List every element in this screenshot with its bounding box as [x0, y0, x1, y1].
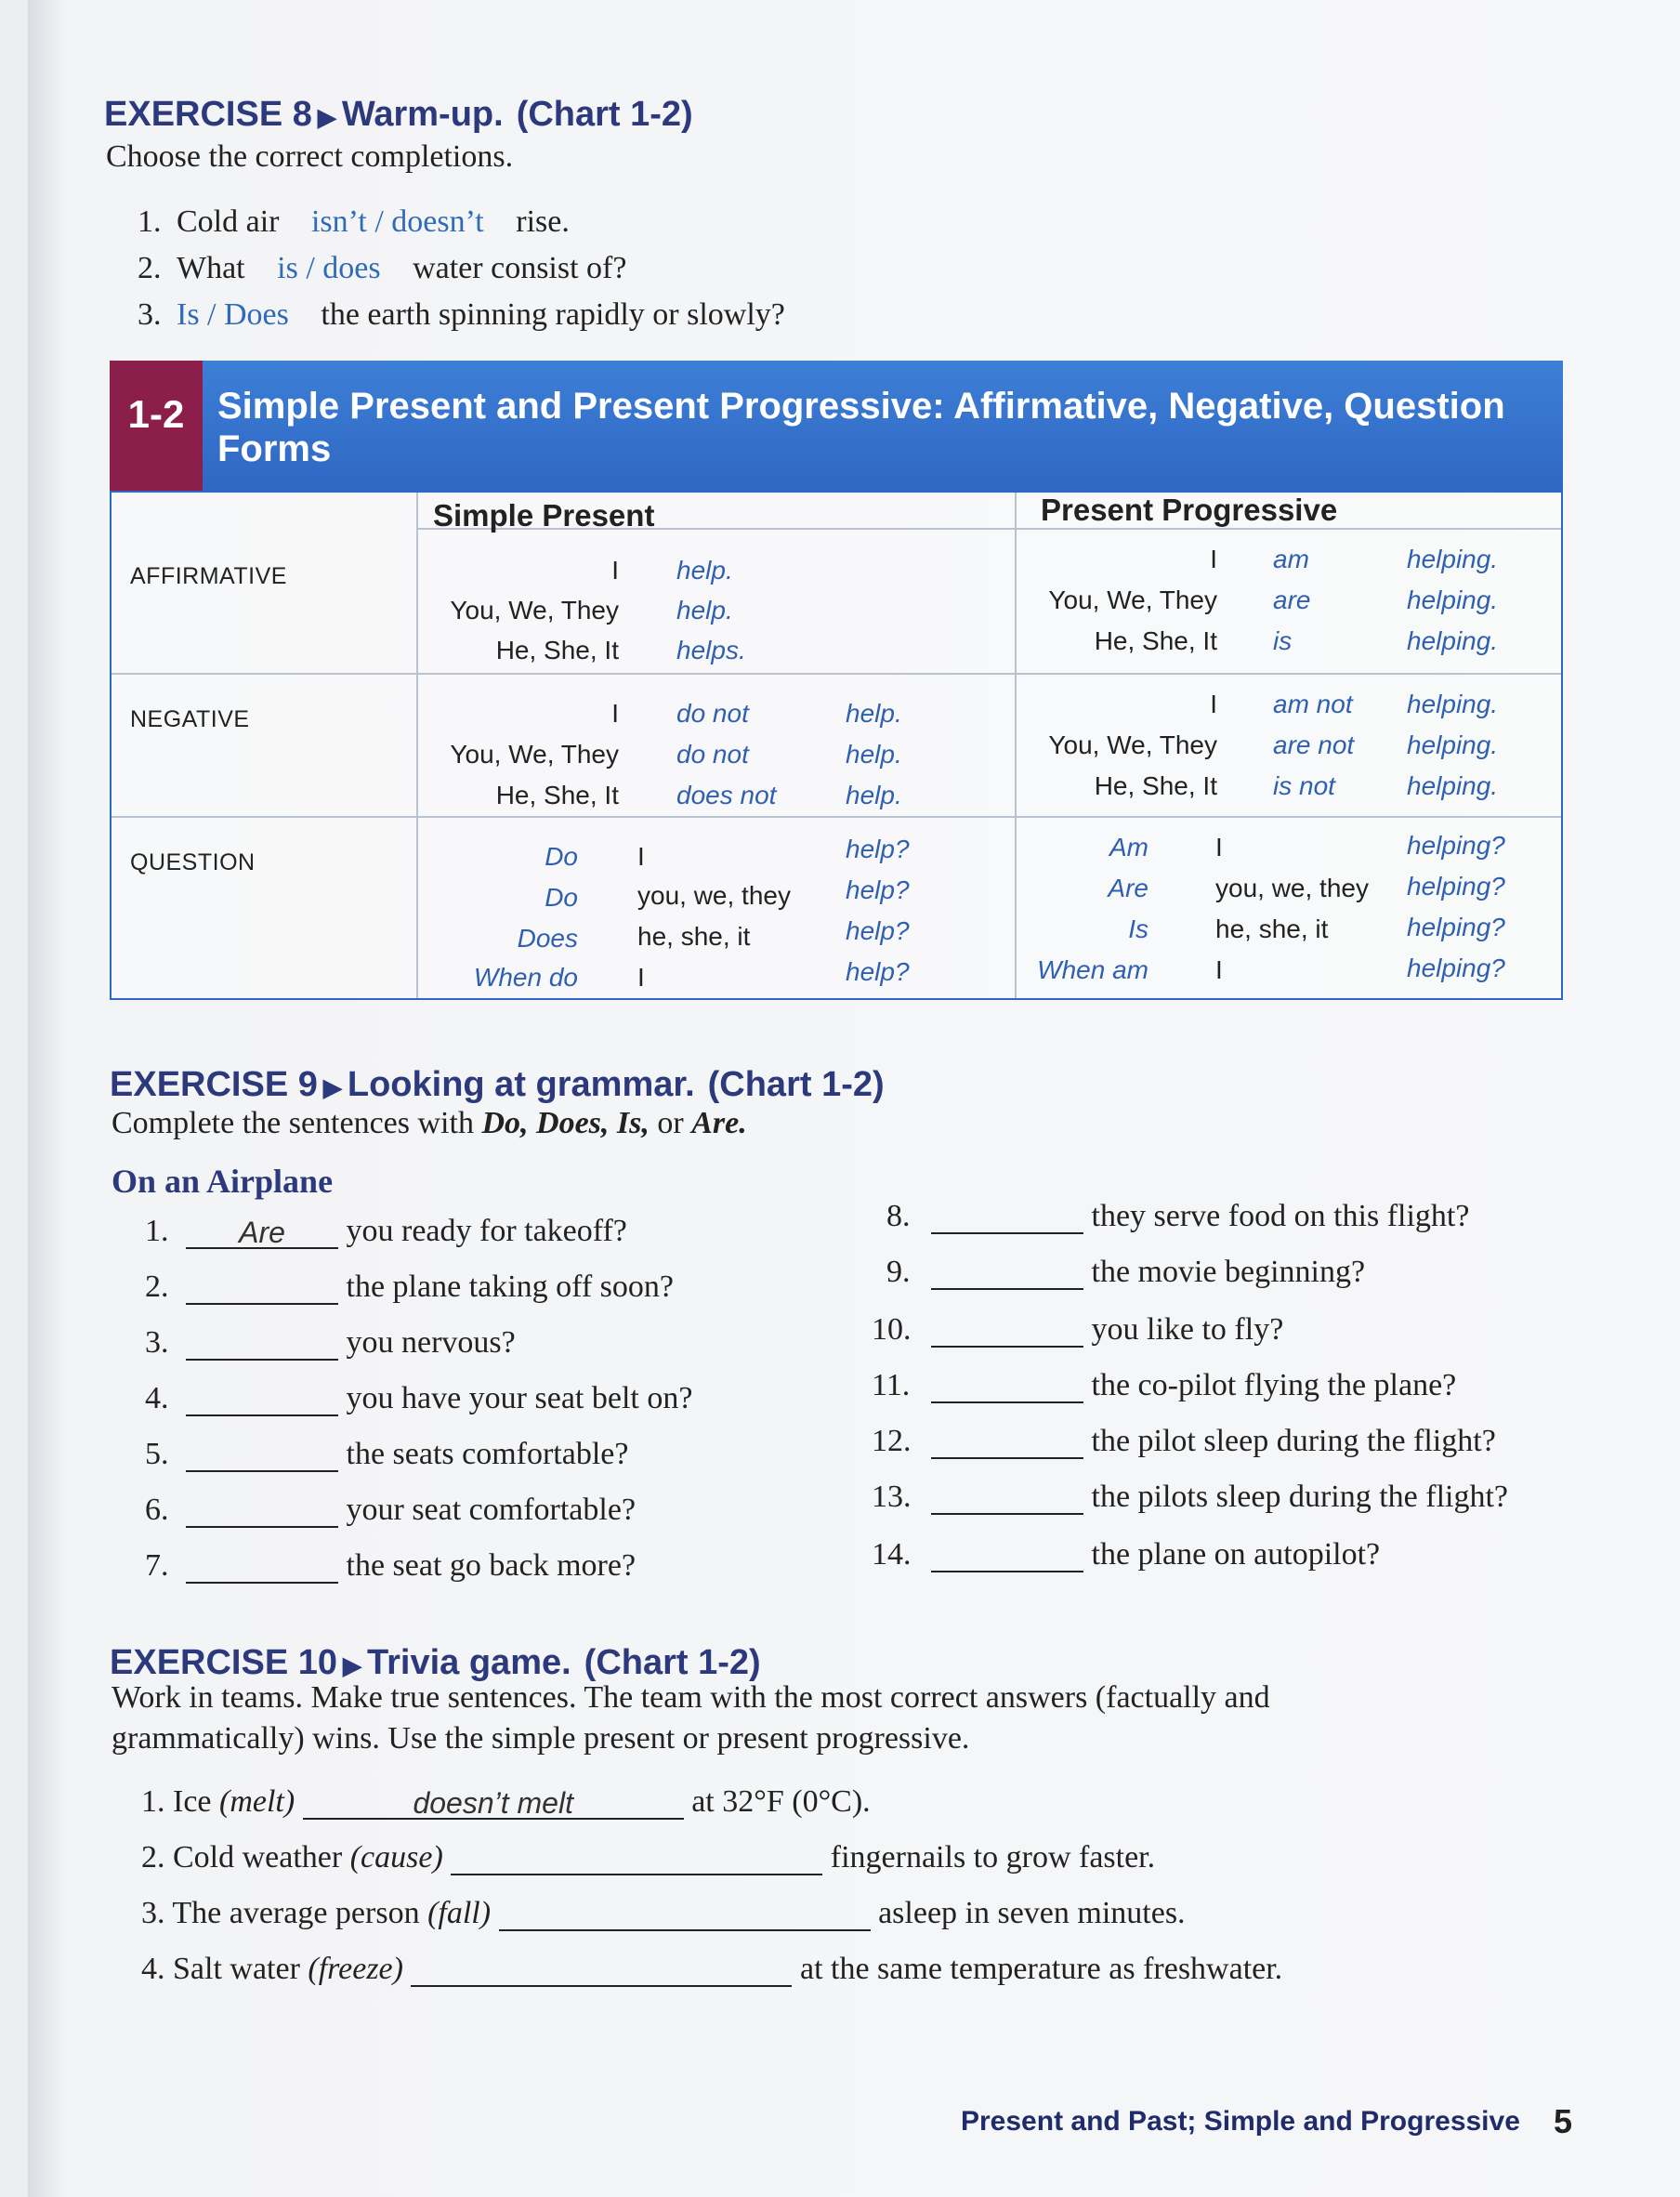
item-text: at 32°F (0°C).: [691, 1784, 871, 1819]
ex9-item: [886, 1199, 1469, 1234]
verb-form: helping.: [1407, 585, 1499, 614]
auxiliary: Are: [1108, 874, 1148, 902]
auxiliary: do not: [676, 740, 749, 769]
item-text: What: [177, 251, 245, 285]
ex9-item: [872, 1368, 1456, 1403]
item-text: the plane taking off soon?: [346, 1270, 675, 1304]
answer-blank[interactable]: [186, 1494, 338, 1528]
instruction-text: Complete the sentences with: [112, 1106, 474, 1140]
answer-options[interactable]: isn’t / doesn’t: [310, 204, 484, 239]
verb-form: helping.: [1407, 690, 1499, 718]
handwritten-answer: doesn’t melt: [413, 1786, 573, 1820]
item-text: the pilots sleep during the flight?: [1091, 1480, 1509, 1514]
ex9-item: [145, 1548, 636, 1584]
auxiliary: is: [1273, 626, 1293, 655]
answer-blank[interactable]: [411, 1954, 792, 1987]
subject: He, She, It: [1094, 771, 1217, 800]
item-text: the plane on autopilot?: [1091, 1537, 1381, 1572]
exercise-title: Looking at grammar.: [347, 1065, 695, 1104]
subject: You, We, They: [450, 740, 619, 769]
item-text: Ice: [173, 1784, 212, 1819]
subject: I: [1215, 955, 1223, 984]
instruction-text: or: [657, 1106, 684, 1140]
answer-blank[interactable]: [186, 1439, 338, 1472]
item-text: at the same temperature as freshwater.: [799, 1952, 1283, 1986]
ex9-item: [872, 1312, 1283, 1348]
ex9-item: [145, 1270, 674, 1305]
verb-form: helps.: [676, 636, 746, 664]
verb-form: helping.: [1407, 545, 1499, 573]
item-text: they serve food on this flight?: [1091, 1199, 1470, 1233]
auxiliary: do not: [676, 699, 749, 728]
exercise-title: Trivia game.: [367, 1643, 571, 1682]
answer-options[interactable]: is / does: [277, 251, 381, 285]
auxiliary: Am: [1109, 833, 1148, 862]
auxiliary: am: [1273, 545, 1309, 573]
answer-blank[interactable]: [303, 1786, 684, 1820]
ex9-item: [145, 1381, 692, 1416]
subject: I: [611, 556, 619, 585]
ex9-item: [145, 1493, 636, 1528]
item-number: 4.: [141, 1952, 165, 1986]
ex8-item-1: [138, 204, 570, 240]
item-text: the co-pilot flying the plane?: [1091, 1368, 1457, 1402]
item-text: asleep in seven minutes.: [878, 1896, 1186, 1930]
subject: He, She, It: [495, 781, 619, 809]
item-number: 2.: [138, 251, 162, 285]
handwritten-answer: Are: [239, 1216, 285, 1249]
item-number: 1.: [141, 1784, 165, 1819]
ex9-item: [145, 1437, 628, 1472]
auxiliary: Do: [545, 842, 578, 871]
item-number: 7.: [145, 1548, 169, 1583]
exercise-8-instruction: Choose the correct completions.: [106, 139, 514, 174]
item-number: 2.: [141, 1840, 165, 1875]
item-number: 12.: [872, 1424, 912, 1458]
answer-blank[interactable]: [931, 1314, 1083, 1348]
exercise-number: EXERCISE 8: [104, 95, 312, 134]
item-text: you have your seat belt on?: [346, 1381, 693, 1415]
item-text: Salt water: [173, 1952, 300, 1986]
item-text: your seat comfortable?: [346, 1493, 637, 1527]
answer-blank[interactable]: [186, 1327, 338, 1361]
verb-form: help?: [846, 835, 910, 863]
row-divider: [112, 816, 1561, 818]
answer-blank[interactable]: [931, 1426, 1083, 1459]
column-divider: [1015, 493, 1017, 998]
subject: he, she, it: [1215, 914, 1329, 943]
triangle-arrow-icon: ▶: [317, 103, 336, 131]
verb-hint: (cause): [349, 1840, 443, 1875]
verb-hint: (melt): [219, 1784, 295, 1819]
item-number: 10.: [872, 1312, 912, 1347]
verb-form: help.: [846, 740, 902, 769]
ex9-item: [872, 1537, 1380, 1572]
subject: You, We, They: [1048, 585, 1217, 614]
item-text: Cold air: [177, 204, 280, 239]
item-text: you like to fly?: [1091, 1312, 1284, 1347]
item-number: 4.: [145, 1381, 169, 1415]
verb-form: help?: [846, 916, 910, 945]
answer-blank[interactable]: [931, 1256, 1083, 1290]
auxiliary: am not: [1273, 690, 1353, 718]
ex9-item: [145, 1214, 627, 1249]
answer-blank[interactable]: [931, 1481, 1083, 1515]
answer-blank[interactable]: [499, 1898, 871, 1931]
verb-hint: (fall): [427, 1896, 492, 1930]
answer-blank[interactable]: [186, 1271, 338, 1305]
ex9-item: [145, 1325, 516, 1361]
auxiliary: is not: [1273, 771, 1335, 800]
subject: He, She, It: [495, 636, 619, 664]
ex10-item: [141, 1840, 1155, 1875]
exercise-10-instruction-line-2: grammatically) wins. Use the simple present or present progressive.: [112, 1721, 970, 1756]
auxiliary: are not: [1273, 730, 1355, 759]
answer-blank[interactable]: [931, 1370, 1083, 1403]
item-text: fingernails to grow faster.: [830, 1840, 1156, 1875]
item-text: the earth spinning rapidly or slowly?: [321, 297, 785, 332]
verb-form: helping.: [1407, 626, 1499, 655]
exercise-number: EXERCISE 9: [110, 1065, 318, 1104]
ex9-item: [886, 1255, 1365, 1290]
verb-form: helping?: [1407, 872, 1505, 901]
item-number: 3.: [141, 1896, 165, 1930]
item-number: 3.: [138, 297, 162, 332]
item-text: The average person: [172, 1896, 420, 1930]
triangle-arrow-icon: ▶: [343, 1651, 361, 1679]
item-text: the movie beginning?: [1091, 1255, 1366, 1289]
subject: he, she, it: [637, 922, 751, 951]
subject: I: [1215, 833, 1223, 862]
instruction-keyword: Are.: [691, 1106, 747, 1140]
chart-reference: (Chart 1-2): [516, 95, 693, 134]
exercise-10-instruction-line-1: Work in teams. Make true sentences. The team with the most correct answers (factually and: [112, 1680, 1270, 1715]
ex8-item-3: [138, 297, 785, 333]
item-number: 14.: [872, 1537, 912, 1572]
item-number: 9.: [886, 1255, 911, 1289]
subject: He, She, It: [1094, 626, 1217, 655]
verb-form: helping.: [1407, 730, 1499, 759]
chart-title: Simple Present and Present Progressive: Affirmative, Negative, Question Forms: [217, 386, 1505, 469]
chart-header: [110, 361, 1563, 491]
exercise-number: EXERCISE 10: [110, 1643, 337, 1682]
subject: you, we, they: [1215, 874, 1369, 902]
section-subheading: On an Airplane: [112, 1163, 334, 1200]
instruction-keywords: Do, Does, Is,: [481, 1106, 650, 1140]
running-footer: Present and Past; Simple and Progressive: [961, 2106, 1520, 2137]
item-number: 1.: [145, 1214, 169, 1248]
auxiliary: does not: [676, 781, 777, 809]
item-number: 5.: [145, 1437, 169, 1471]
verb-form: helping.: [1407, 771, 1499, 800]
auxiliary: are: [1273, 585, 1311, 614]
answer-blank[interactable]: [451, 1842, 822, 1875]
row-label-affirmative: AFFIRMATIVE: [130, 563, 287, 589]
subject: I: [637, 842, 645, 871]
verb-form: helping?: [1407, 954, 1505, 982]
exercise-10-heading: [110, 1643, 761, 1683]
answer-blank[interactable]: [186, 1383, 338, 1416]
item-number: 3.: [145, 1325, 169, 1360]
subject: I: [637, 963, 645, 992]
item-text: water consist of?: [413, 251, 627, 285]
item-text: you nervous?: [346, 1325, 516, 1360]
verb-form: help?: [846, 875, 910, 904]
subject: You, We, They: [1048, 730, 1217, 759]
ex9-item: [872, 1480, 1508, 1515]
item-text: the pilot sleep during the flight?: [1091, 1424, 1496, 1458]
answer-options[interactable]: Is / Does: [177, 297, 289, 332]
triangle-arrow-icon: ▶: [322, 1073, 342, 1101]
verb-form: help.: [676, 556, 733, 585]
item-number: 11.: [872, 1368, 911, 1402]
verb-form: helping?: [1407, 831, 1505, 860]
ex10-item: [141, 1952, 1282, 1987]
subject: you, we, they: [637, 881, 791, 910]
exercise-title: Warm-up.: [341, 95, 504, 134]
item-number: 2.: [145, 1270, 169, 1304]
subject: I: [611, 699, 619, 728]
auxiliary: Do: [545, 883, 578, 912]
row-label-negative: NEGATIVE: [130, 706, 250, 732]
auxiliary: When am: [1037, 955, 1148, 984]
item-text: the seats comfortable?: [346, 1437, 629, 1471]
item-number: 6.: [145, 1493, 169, 1527]
item-text: the seat go back more?: [346, 1548, 637, 1583]
ex10-item: [141, 1896, 1186, 1931]
verb-form: helping?: [1407, 913, 1505, 941]
row-divider: [112, 673, 1561, 675]
ex8-item-2: [138, 251, 626, 286]
item-text: rise.: [516, 204, 570, 239]
chart-reference: (Chart 1-2): [707, 1065, 885, 1104]
item-text: you ready for takeoff?: [346, 1214, 627, 1248]
page-number: 5: [1554, 2102, 1573, 2140]
subject: I: [1210, 545, 1217, 573]
answer-blank[interactable]: [186, 1550, 338, 1584]
chart-reference: (Chart 1-2): [584, 1643, 761, 1682]
subject: I: [1210, 690, 1217, 718]
answer-blank[interactable]: [931, 1539, 1083, 1572]
verb-form: help.: [846, 699, 902, 728]
item-number: 13.: [872, 1480, 912, 1514]
answer-blank[interactable]: [931, 1201, 1083, 1234]
chart-number: 1-2: [110, 361, 203, 491]
item-number: 8.: [886, 1199, 911, 1233]
column-header-simple-present: Simple Present: [433, 498, 655, 533]
exercise-8-heading: [104, 95, 693, 135]
exercise-9-heading: [110, 1065, 885, 1105]
auxiliary: When do: [473, 963, 578, 992]
auxiliary: Does: [517, 924, 578, 953]
row-label-question: QUESTION: [130, 849, 256, 875]
verb-form: help?: [846, 957, 910, 986]
ex10-item: [141, 1784, 871, 1820]
verb-form: help.: [846, 781, 902, 809]
ex9-item: [872, 1424, 1496, 1459]
grammar-chart-table: [110, 491, 1563, 1000]
verb-form: help.: [676, 596, 733, 625]
answer-blank[interactable]: [186, 1216, 338, 1249]
item-text: Cold weather: [173, 1840, 343, 1875]
subject: You, We, They: [450, 596, 619, 625]
column-divider: [416, 493, 418, 998]
column-header-present-progressive: Present Progressive: [1041, 493, 1338, 527]
verb-hint: (freeze): [308, 1952, 403, 1986]
item-number: 1.: [138, 204, 162, 239]
auxiliary: Is: [1128, 914, 1148, 943]
exercise-9-instruction: [112, 1106, 747, 1141]
